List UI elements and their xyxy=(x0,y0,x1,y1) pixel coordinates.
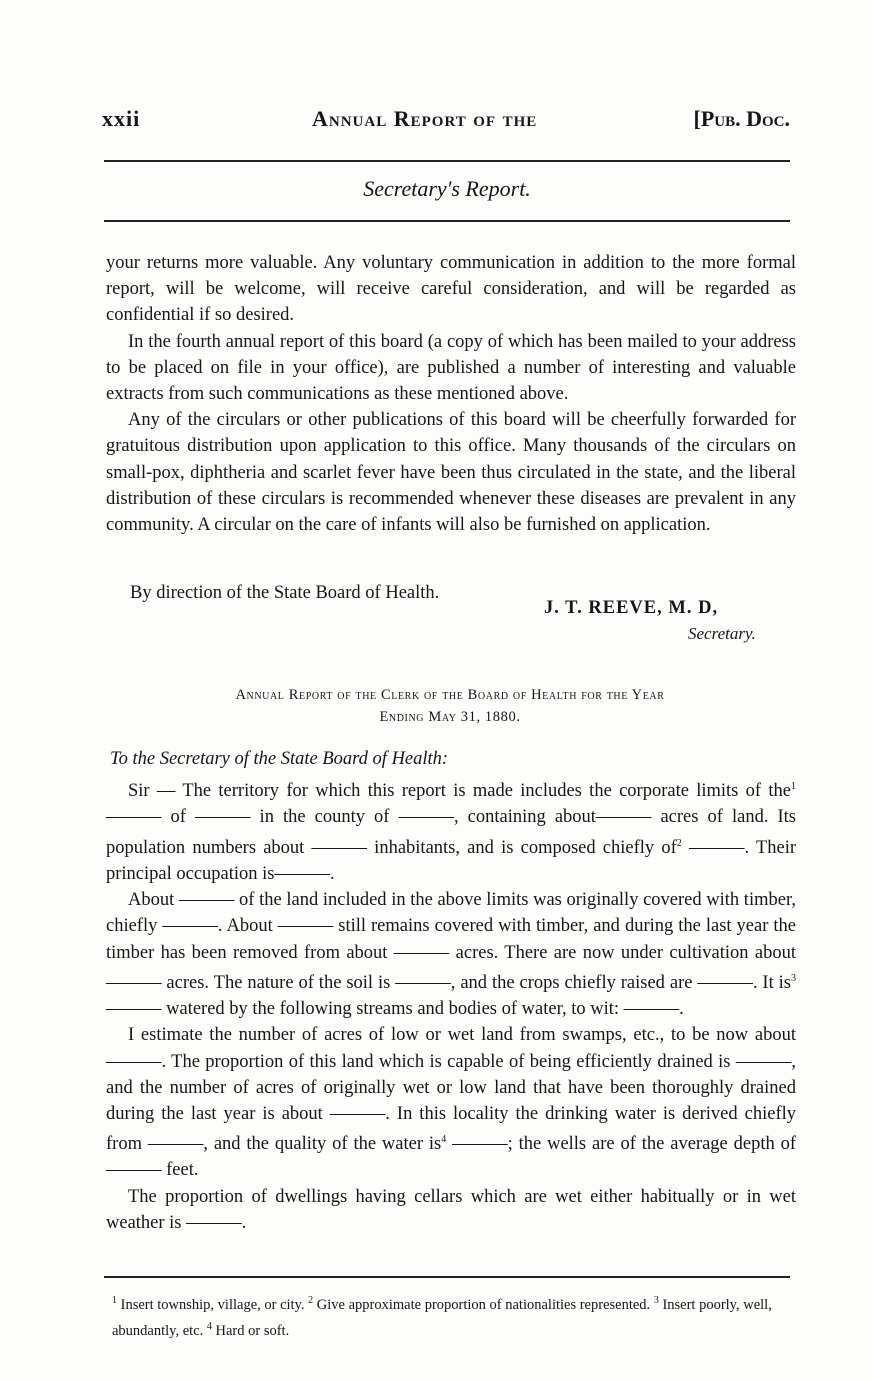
letter-paragraph-1: your returns more valuable. Any voluntary communication in addition to the more formal report, will be welcome, will receive careful consideration, and will be regarded as confidential if so desired. xyxy=(106,253,796,326)
footnote-ref-3: 3 xyxy=(791,972,796,984)
page-number: xxii xyxy=(102,106,141,131)
footnote-2: Give approximate proportion of nationalities represented. xyxy=(313,1296,654,1313)
report-p1-part-b: ——— of ——— in the county of ———, containing about——— acres of land. Its population numbers about ——— inhabitants, and is composed chiefly of xyxy=(106,807,796,858)
footnote-ref-2: 2 xyxy=(676,837,682,849)
report-salutation: To the Secretary of the State Board of Health: xyxy=(110,749,449,769)
report-paragraph-2 xyxy=(106,887,796,1022)
footnote-rule xyxy=(104,1276,790,1278)
document-label: [Pub. Doc. xyxy=(693,106,790,131)
running-title: Annual Report of the xyxy=(312,106,538,131)
report-p3-part-a: I estimate the number of acres of low or wet land from swamps, etc., to be now about ———. The proportion of this land which is capable of being efficiently drained is ———, and the number of acres of originally wet or low land that have been thoroughly drained during the last year is about ———. In this locality the drinking water is derived chiefly from ———, and the quality of the water is xyxy=(106,1025,796,1155)
footnote-3: Insert poorly, well, abundantly, etc. xyxy=(112,1296,772,1339)
letter-paragraph-2: In the fourth annual report of this board (a copy of which has been mailed to your address to be placed on file in your office), are published a number of interesting and valuable extracts from such communications as these mentioned above. xyxy=(106,331,796,405)
report-body xyxy=(106,774,796,1236)
running-header xyxy=(100,106,790,140)
report-p2-part-a: About ——— of the land included in the above limits was originally covered with timber, chiefly ———. About ——— still remains covered with timber, and during the last year the timber has been removed from about ——— acres. There are now under cultivation about ——— acres. The nature of the soil is ———, and the crops chiefly raised are ———. It is xyxy=(106,890,796,993)
footnote-1: Insert township, village, or city. xyxy=(117,1296,309,1313)
letter-paragraph-3: Any of the circulars or other publications of this board will be cheerfully forwarded for gratuitous distribution upon application to this office. Many thousands of the circulars on small-pox, diphtheria and scarlet fever have been thus circulated in the state, and the liberal distribution of these circulars is recommended whenever these diseases are prevalent in any community. A circular on the care of infants will also be furnished on application. xyxy=(106,410,796,536)
footnote-4: Hard or soft. xyxy=(211,1322,290,1339)
footnote-mark-3: 3 xyxy=(653,1295,659,1306)
report-p1-part-c: ———. Their principal occupation is———. xyxy=(106,837,796,884)
letter-body xyxy=(106,250,796,538)
report-title xyxy=(100,684,800,728)
report-title-line-1: Annual Report of the Clerk of the Board of Health for the Year xyxy=(235,687,665,703)
report-paragraph-3 xyxy=(106,1022,796,1183)
subheading-rule xyxy=(104,220,790,222)
report-paragraph-1 xyxy=(106,774,796,887)
footnotes xyxy=(112,1290,792,1342)
footnote-mark-1: 1 xyxy=(112,1295,117,1306)
report-p2-part-b: ——— watered by the following streams and bodies of water, to wit: ———. xyxy=(106,999,684,1020)
footnote-ref-1: 1 xyxy=(791,781,796,792)
letter-closing: By direction of the State Board of Health. xyxy=(130,583,440,603)
section-subheading: Secretary's Report. xyxy=(363,176,531,201)
report-p3-part-b: ———; the wells are of the average depth of ——— feet. xyxy=(106,1134,796,1181)
signature-name: J. T. REEVE, M. D, xyxy=(544,598,719,618)
footnote-mark-4: 4 xyxy=(206,1320,212,1332)
report-paragraph-4: The proportion of dwellings having cellars which are wet either habitually or in wet weather is ———. xyxy=(106,1186,796,1233)
footnote-mark-2: 2 xyxy=(308,1295,314,1306)
report-p1-part-a: Sir — The territory for which this report is made includes the corporate limits of the xyxy=(128,781,791,802)
header-rule xyxy=(104,160,790,162)
signature-role: Secretary. xyxy=(688,624,756,643)
footnote-ref-4: 4 xyxy=(441,1134,447,1146)
report-title-line-2: Ending May 31, 1880. xyxy=(379,709,521,725)
